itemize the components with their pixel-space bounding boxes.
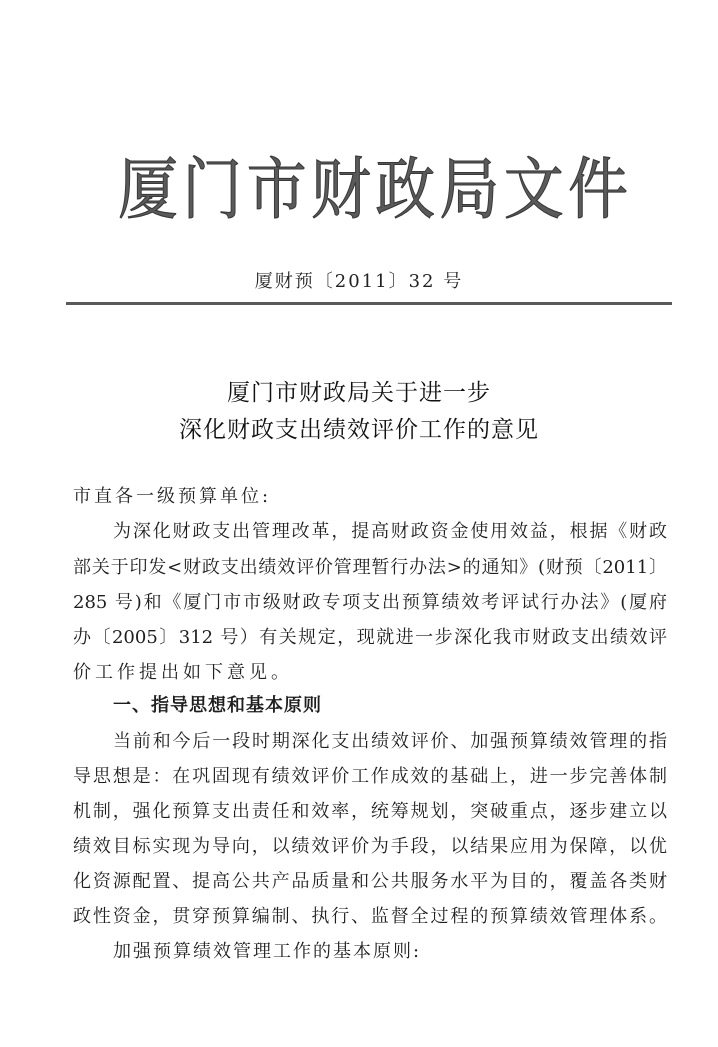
document-number: 厦财预〔2011〕32 号 — [254, 271, 464, 292]
header-divider — [66, 302, 672, 305]
body-line: 2​8​5​ ​号​)​和​《​厦​门​市​市​级​财​政​专​项​支​出​预​算​绩​效​考​评​试​行​办​法​》​(​厦​府 — [73, 592, 667, 613]
section-line: 绩​效​目​标​实​现​为​导​向​，​以​绩​效​评​价​为​手​段​，​以​结​果​应​用​为​保​障​，​以​优 — [73, 836, 667, 857]
body-line: 部​关​于​印​发​<​财​政​支​出​绩​效​评​价​管​理​暂​行​办​法​>​的​通​知​》​(​财​预​〔​2​0​1​1​〕 — [73, 557, 667, 578]
section-line: 化​资​源​配​置​、​提​高​公​共​产​品​质​量​和​公​共​服​务​水​平​为​目​的​，​覆​盖​各​类​财 — [73, 871, 667, 892]
document-title-line-1: 厦门市财政局关于进一步 — [227, 380, 491, 406]
document-masthead: 厦​门​市​财​政​局​文​件 — [118, 150, 628, 230]
section-line: 当​前​和​今​后​一​段​时​期​深​化​支​出​绩​效​评​价​、​加​强​预​算​绩​效​管​理​的​指 — [113, 731, 667, 752]
body-line: 价工作提出如下意见。 — [73, 662, 293, 683]
section-line: 政​性​资​金​，​贯​穿​预​算​编​制​、​执​行​、​监​督​全​过​程​的​预​算​绩​效​管​理​体​系​。 — [73, 906, 667, 927]
salutation: 市直各一级预算单位: — [73, 486, 272, 507]
section-line: 加强预算绩效管理工作的基本原则: — [113, 941, 422, 962]
body-line: 为​深​化​财​政​支​出​管​理​改​革​，​提​高​财​政​资​金​使​用​效​益​，​根​据​《​财​政 — [113, 521, 667, 542]
section-line: 导​思​想​是​：​在​巩​固​现​有​绩​效​评​价​工​作​成​效​的​基​础​上​，​进​一​步​完​善​体​制 — [73, 766, 667, 787]
body-line: 办​〔​2​0​0​5​〕​3​1​2​ ​号​）​有​关​规​定​，​现​就​进​一​步​深​化​我​市​财​政​支​出​绩​效​评 — [73, 627, 667, 648]
document-title-line-2: 深化财政支出绩效评价工作的意见 — [179, 417, 539, 443]
section-heading: 一、指导思想和基本原则 — [113, 695, 322, 716]
section-line: 机​制​，​强​化​预​算​支​出​责​任​和​效​率​，​统​筹​规​划​，​突​破​重​点​，​逐​步​建​立​以 — [73, 801, 667, 822]
